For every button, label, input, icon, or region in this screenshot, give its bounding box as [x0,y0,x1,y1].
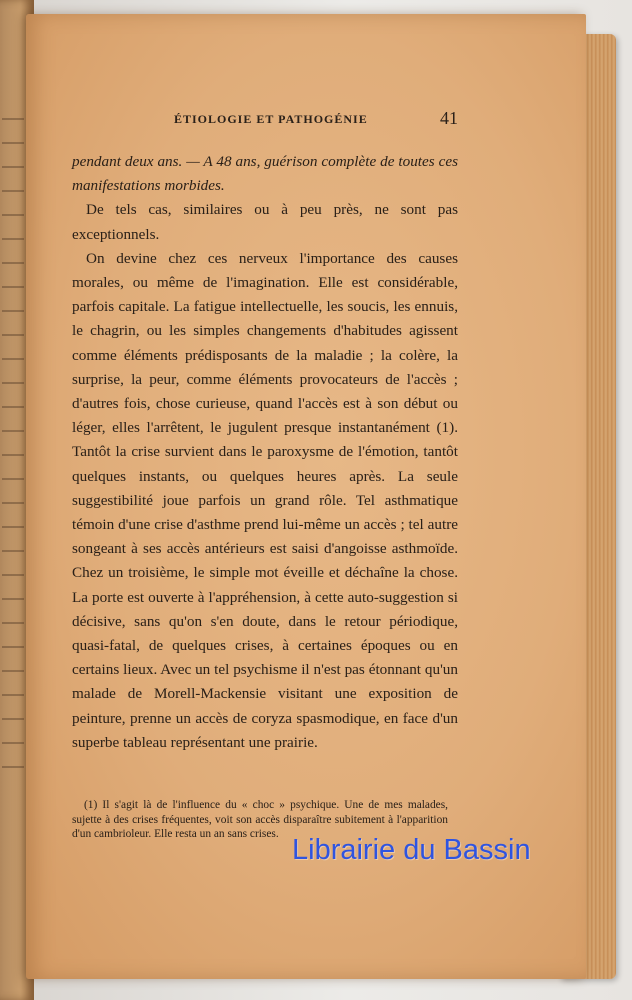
facing-page-text-line [2,574,24,576]
facing-page-text-line [2,118,24,120]
facing-page-text-line [2,214,24,216]
facing-page-text-line [2,766,24,768]
facing-page-text-line [2,166,24,168]
paragraph: On devine chez ces nerveux l'importance des causes morales, ou même de l'imagination. Elle est considérable, parfois capitale. La fatigue intellectuelle, les soucis, les ennuis, le chagrin, ou les simples changements d'habitudes agissent comme éléments prédisposants de la maladie ; la colère, la surprise, la peur, comme éléments provocateurs de l'accès ; d'autres fois, chose curieuse, quand l'accès est à son début ou léger, elles l'arrêtent, le jugulent presque instantanément (1). Tantôt la crise survient dans le paroxysme de l'émotion, tantôt quelques instants, ou quelques heures après. La seule suggestibilité joue parfois un grand rôle. Tel asthmatique témoin d'une crise d'asthme prend lui-même un accès ; tel autre songeant à ses accès antérieurs est saisi d'angoisse asthmoïde. Chez un troisième, le simple mot éveille et déchaîne la chose. La porte est ouverte à l'appréhension, à cette auto-suggestion si décisive, sans qu'on s'en doute, dans le retour périodique, quasi-fatal, de quelques crises, à certaines époques ou en certains lieux. Avec un tel psychisme il n'est pas étonnant qu'un malade de Morell-Mackensie visitant une exposition de peinture, prenne un accès de coryza spasmodique, en face d'un superbe tableau représentant une prairie. [72,249,458,751]
facing-page-text-line [2,142,24,144]
paragraph: pendant deux ans. — A 48 ans, guérison complète de toutes ces manifestations morbides. [72,153,458,195]
facing-page-text-line [2,190,24,192]
facing-page-text-line [2,670,24,672]
footnote-text: (1) Il s'agit là de l'influence du « choc » psychique. Une de mes malades, sujette à des crises fréquentes, voit son accès disparaître subitement à l'apparition d'un cambrioleur. Elle resta un an sans crises. [72,799,448,840]
facing-page-text-line [2,358,24,360]
body-text [72,150,458,755]
running-head [70,106,458,136]
facing-page-text-line [2,406,24,408]
facing-page-text-line [2,694,24,696]
paragraph: De tels cas, similaires ou à peu près, ne sont pas exceptionnels. [72,201,458,243]
facing-page-text-line [2,262,24,264]
running-head-title: ÉTIOLOGIE ET PATHOGÉNIE [174,112,368,126]
facing-page-text-line [2,454,24,456]
watermark: Librairie du Bassin [292,834,531,866]
facing-page-text-line [2,310,24,312]
facing-page-text-line [2,526,24,528]
facing-page-text-line [2,430,24,432]
facing-page-text-line [2,286,24,288]
facing-page-text-line [2,550,24,552]
facing-page-text-line [2,382,24,384]
facing-page-text-line [2,334,24,336]
facing-page-text-line [2,646,24,648]
facing-page-text-line [2,742,24,744]
facing-page-text-line [2,502,24,504]
facing-page-text-line [2,718,24,720]
facing-page-text-line [2,478,24,480]
facing-page-text-line [2,238,24,240]
facing-page-text-line [2,598,24,600]
facing-page-text-line [2,622,24,624]
page-number: 41 [440,108,458,128]
